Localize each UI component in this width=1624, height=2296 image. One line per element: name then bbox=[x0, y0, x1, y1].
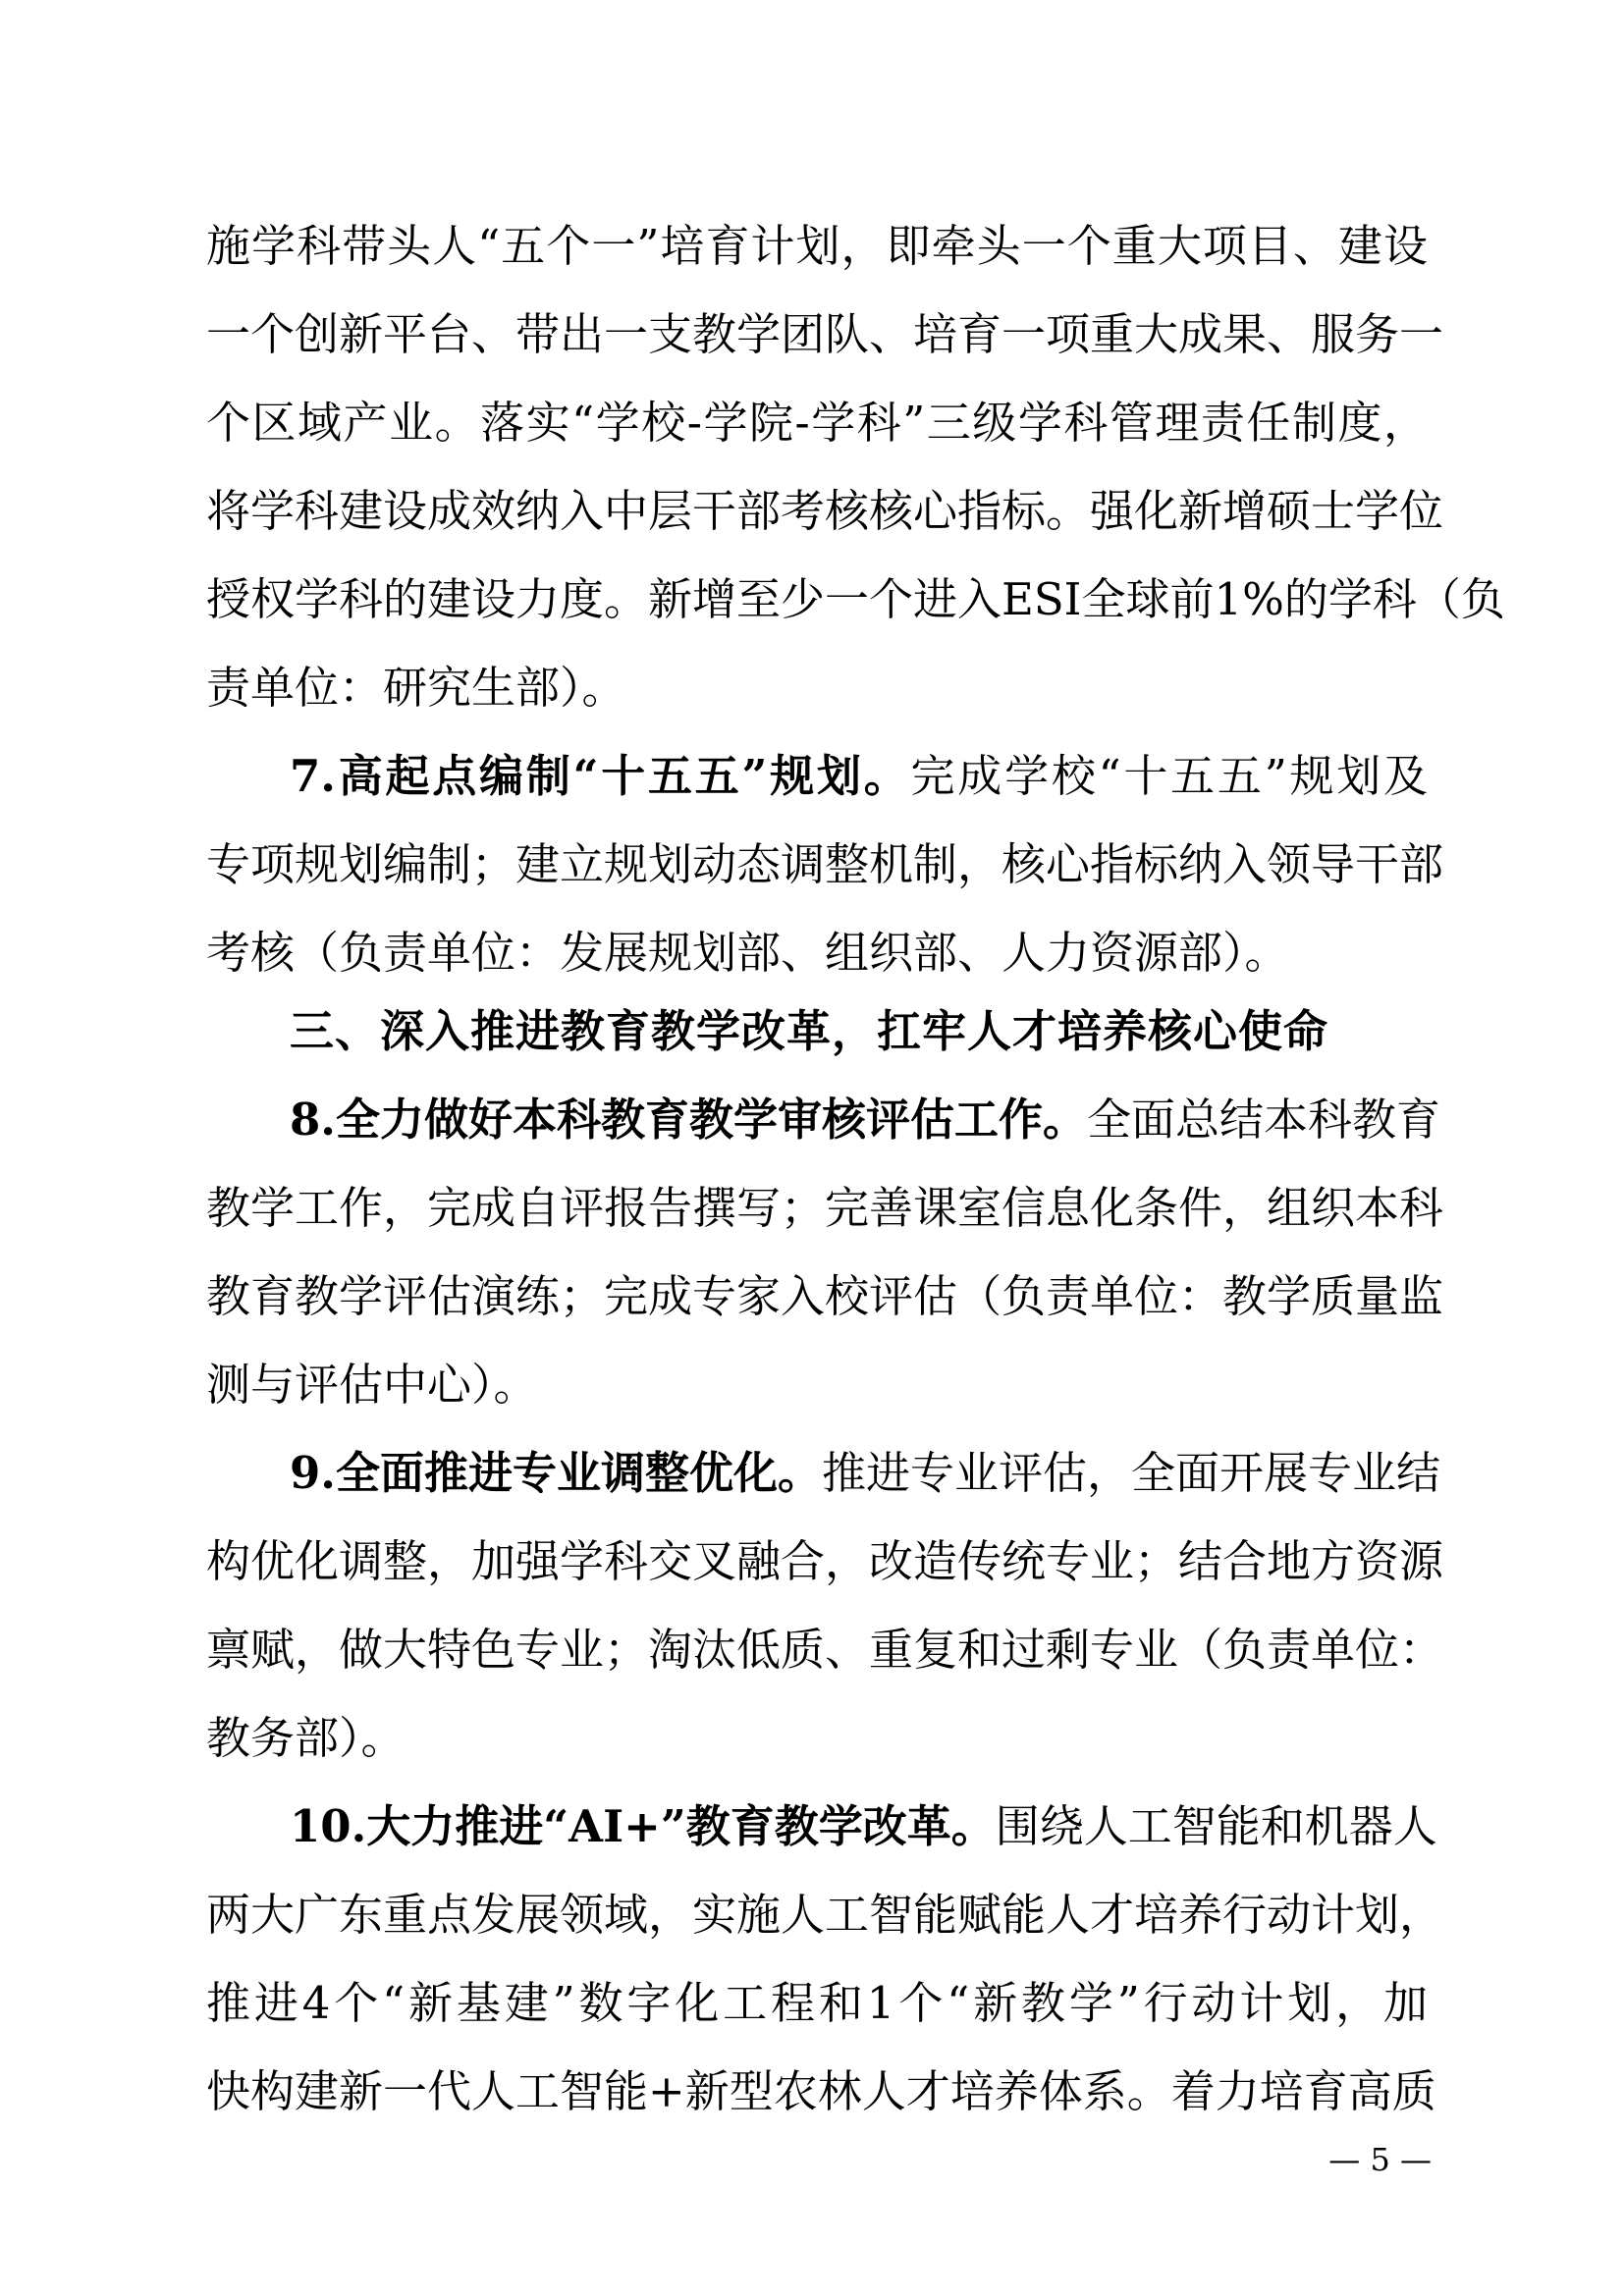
item-9-text: 推进专业评估，全面开展专业结 bbox=[821, 1447, 1440, 1499]
item-10-title: 10.大力推进“AI+”教育教学改革。 bbox=[290, 1800, 996, 1852]
item-8-title: 8.全力做好本科教育教学审核评估工作。 bbox=[290, 1094, 1087, 1146]
paragraph-line: 个区域产业。落实“学校-学院-学科”三级学科管理责任制度， bbox=[206, 397, 1428, 449]
item-10-text: 围绕人工智能和机器人 bbox=[995, 1800, 1437, 1852]
paragraph-line: 快构建新一代人工智能+新型农林人才培养体系。着力培育高质 bbox=[206, 2065, 1436, 2117]
paragraph-line: 两大广东重点发展领域，实施人工智能赋能人才培养行动计划， bbox=[206, 1889, 1444, 1941]
item-7-text: 完成学校“十五五”规划及 bbox=[910, 750, 1429, 802]
paragraph-line: 构优化调整，加强学科交叉融合，改造传统专业；结合地方资源 bbox=[206, 1535, 1444, 1587]
paragraph-line: 测与评估中心）。 bbox=[206, 1359, 538, 1411]
section-3-heading: 三、深入推进教育教学改革，扛牢人才培养核心使命 bbox=[290, 1005, 1329, 1057]
item-9-title: 9.全面推进专业调整优化。 bbox=[290, 1447, 822, 1499]
item-7-first-line bbox=[290, 746, 1428, 807]
paragraph-line: 专项规划编制；建立规划动态调整机制，核心指标纳入领导干部 bbox=[206, 838, 1444, 890]
paragraph-line: 推进4个“新基建”数字化工程和1个“新教学”行动计划，加 bbox=[206, 1977, 1428, 2029]
item-8-text: 全面总结本科教育 bbox=[1086, 1094, 1440, 1146]
paragraph-line: 将学科建设成效纳入中层干部考核核心指标。强化新增硕士学位 bbox=[206, 485, 1444, 537]
page-number: — 5 — bbox=[1328, 2141, 1432, 2178]
paragraph-line: 教务部）。 bbox=[206, 1712, 406, 1764]
paragraph-line: 授权学科的建设力度。新增至少一个进入ESI全球前1%的学科（负 bbox=[206, 573, 1505, 625]
item-9-first-line bbox=[290, 1443, 1440, 1504]
paragraph-line: 教学工作，完成自评报告撰写；完善课室信息化条件，组织本科 bbox=[206, 1182, 1444, 1234]
item-7-title: 7.高起点编制“十五五”规划。 bbox=[290, 750, 911, 802]
item-8-first-line bbox=[290, 1090, 1440, 1150]
item-10-first-line bbox=[290, 1796, 1437, 1857]
paragraph-line: 教育教学评估演练；完成专家入校评估（负责单位：教学质量监 bbox=[206, 1270, 1444, 1322]
paragraph-line: 考核（负责单位：发展规划部、组织部、人力资源部）。 bbox=[206, 927, 1289, 979]
paragraph-line: 施学科带头人“五个一”培育计划，即牵头一个重大项目、建设 bbox=[206, 220, 1428, 272]
paragraph-line: 责单位：研究生部）。 bbox=[206, 662, 626, 714]
paragraph-line: 一个创新平台、带出一支教学团队、培育一项重大成果、服务一 bbox=[206, 308, 1444, 360]
section-heading bbox=[290, 1001, 1340, 1062]
paragraph-line: 禀赋，做大特色专业；淘汰低质、重复和过剩专业（负责单位： bbox=[206, 1624, 1444, 1676]
